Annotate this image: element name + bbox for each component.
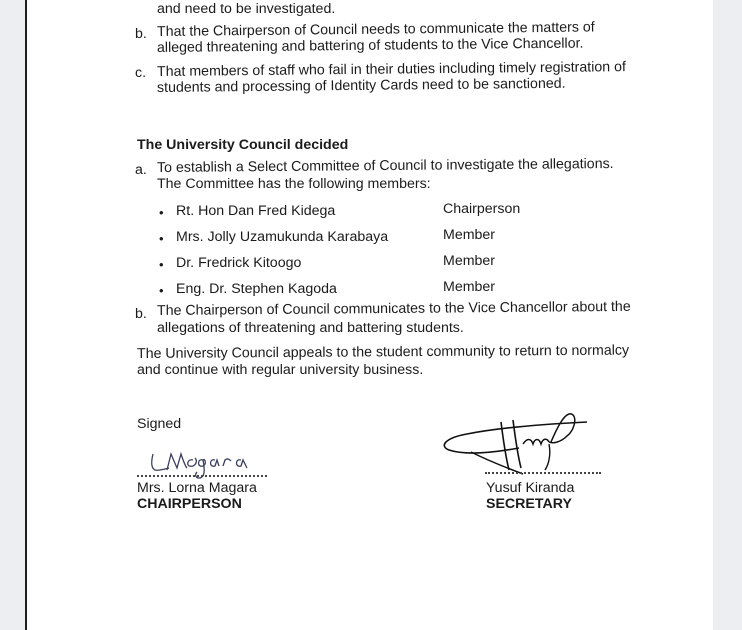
member-name: Mrs. Jolly Uzamukunda Karabaya bbox=[176, 229, 389, 245]
decision-b-label: b. bbox=[135, 306, 147, 322]
member-role: Chairperson bbox=[443, 201, 521, 217]
member-name: Rt. Hon Dan Fred Kidega bbox=[176, 203, 336, 219]
item-a-continuation: and need to be investigated. bbox=[157, 1, 336, 17]
bullet-icon: • bbox=[159, 231, 164, 246]
bullet-icon: • bbox=[159, 205, 164, 220]
bullet-icon: • bbox=[159, 257, 164, 272]
bullet-icon: • bbox=[159, 283, 164, 298]
decision-a-line-2: The Committee has the following members: bbox=[157, 176, 431, 192]
document-page bbox=[25, 0, 713, 630]
member-role: Member bbox=[443, 279, 496, 295]
item-c-line-1: That members of staff who fail in their duties including timely registration of bbox=[156, 59, 626, 80]
appeal-line-2: and continue with regular university business. bbox=[137, 362, 424, 378]
secretary-signature-line bbox=[485, 472, 601, 474]
secretary-signature bbox=[437, 408, 597, 480]
appeal-line-1: The University Council appeals to the student community to return to normalcy bbox=[136, 342, 630, 362]
decision-b-line-1: The Chairperson of Council communicates to the Vice Chancellor about the bbox=[156, 298, 631, 319]
decision-heading: The University Council decided bbox=[137, 137, 349, 153]
signed-label: Signed bbox=[137, 416, 182, 432]
decision-b-line-2: allegations of threatening and battering students. bbox=[157, 320, 464, 336]
member-role: Member bbox=[443, 227, 496, 243]
item-c-line-2: students and processing of Identity Cards need to be sanctioned. bbox=[156, 75, 566, 96]
secretary-name: Yusuf Kiranda bbox=[486, 480, 575, 496]
member-role: Member bbox=[443, 253, 496, 269]
item-b-label: b. bbox=[135, 26, 147, 42]
chairperson-title: CHAIRPERSON bbox=[137, 496, 242, 512]
item-b-line-2: alleged threatening and battering of students to the Vice Chancellor. bbox=[156, 35, 584, 56]
decision-a-label: a. bbox=[135, 162, 147, 178]
chairperson-signature-line bbox=[137, 475, 267, 477]
decision-a-line-1: To establish a Select Committee of Council to investigate the allegations. bbox=[156, 156, 614, 176]
member-name: Dr. Fredrick Kitoogo bbox=[176, 255, 302, 271]
secretary-title: SECRETARY bbox=[486, 496, 572, 512]
item-c-label: c. bbox=[135, 65, 147, 81]
chairperson-name: Mrs. Lorna Magara bbox=[137, 480, 257, 496]
item-b-line-1: That the Chairperson of Council needs to communicate the matters of bbox=[156, 19, 595, 40]
member-name: Eng. Dr. Stephen Kagoda bbox=[176, 281, 337, 297]
